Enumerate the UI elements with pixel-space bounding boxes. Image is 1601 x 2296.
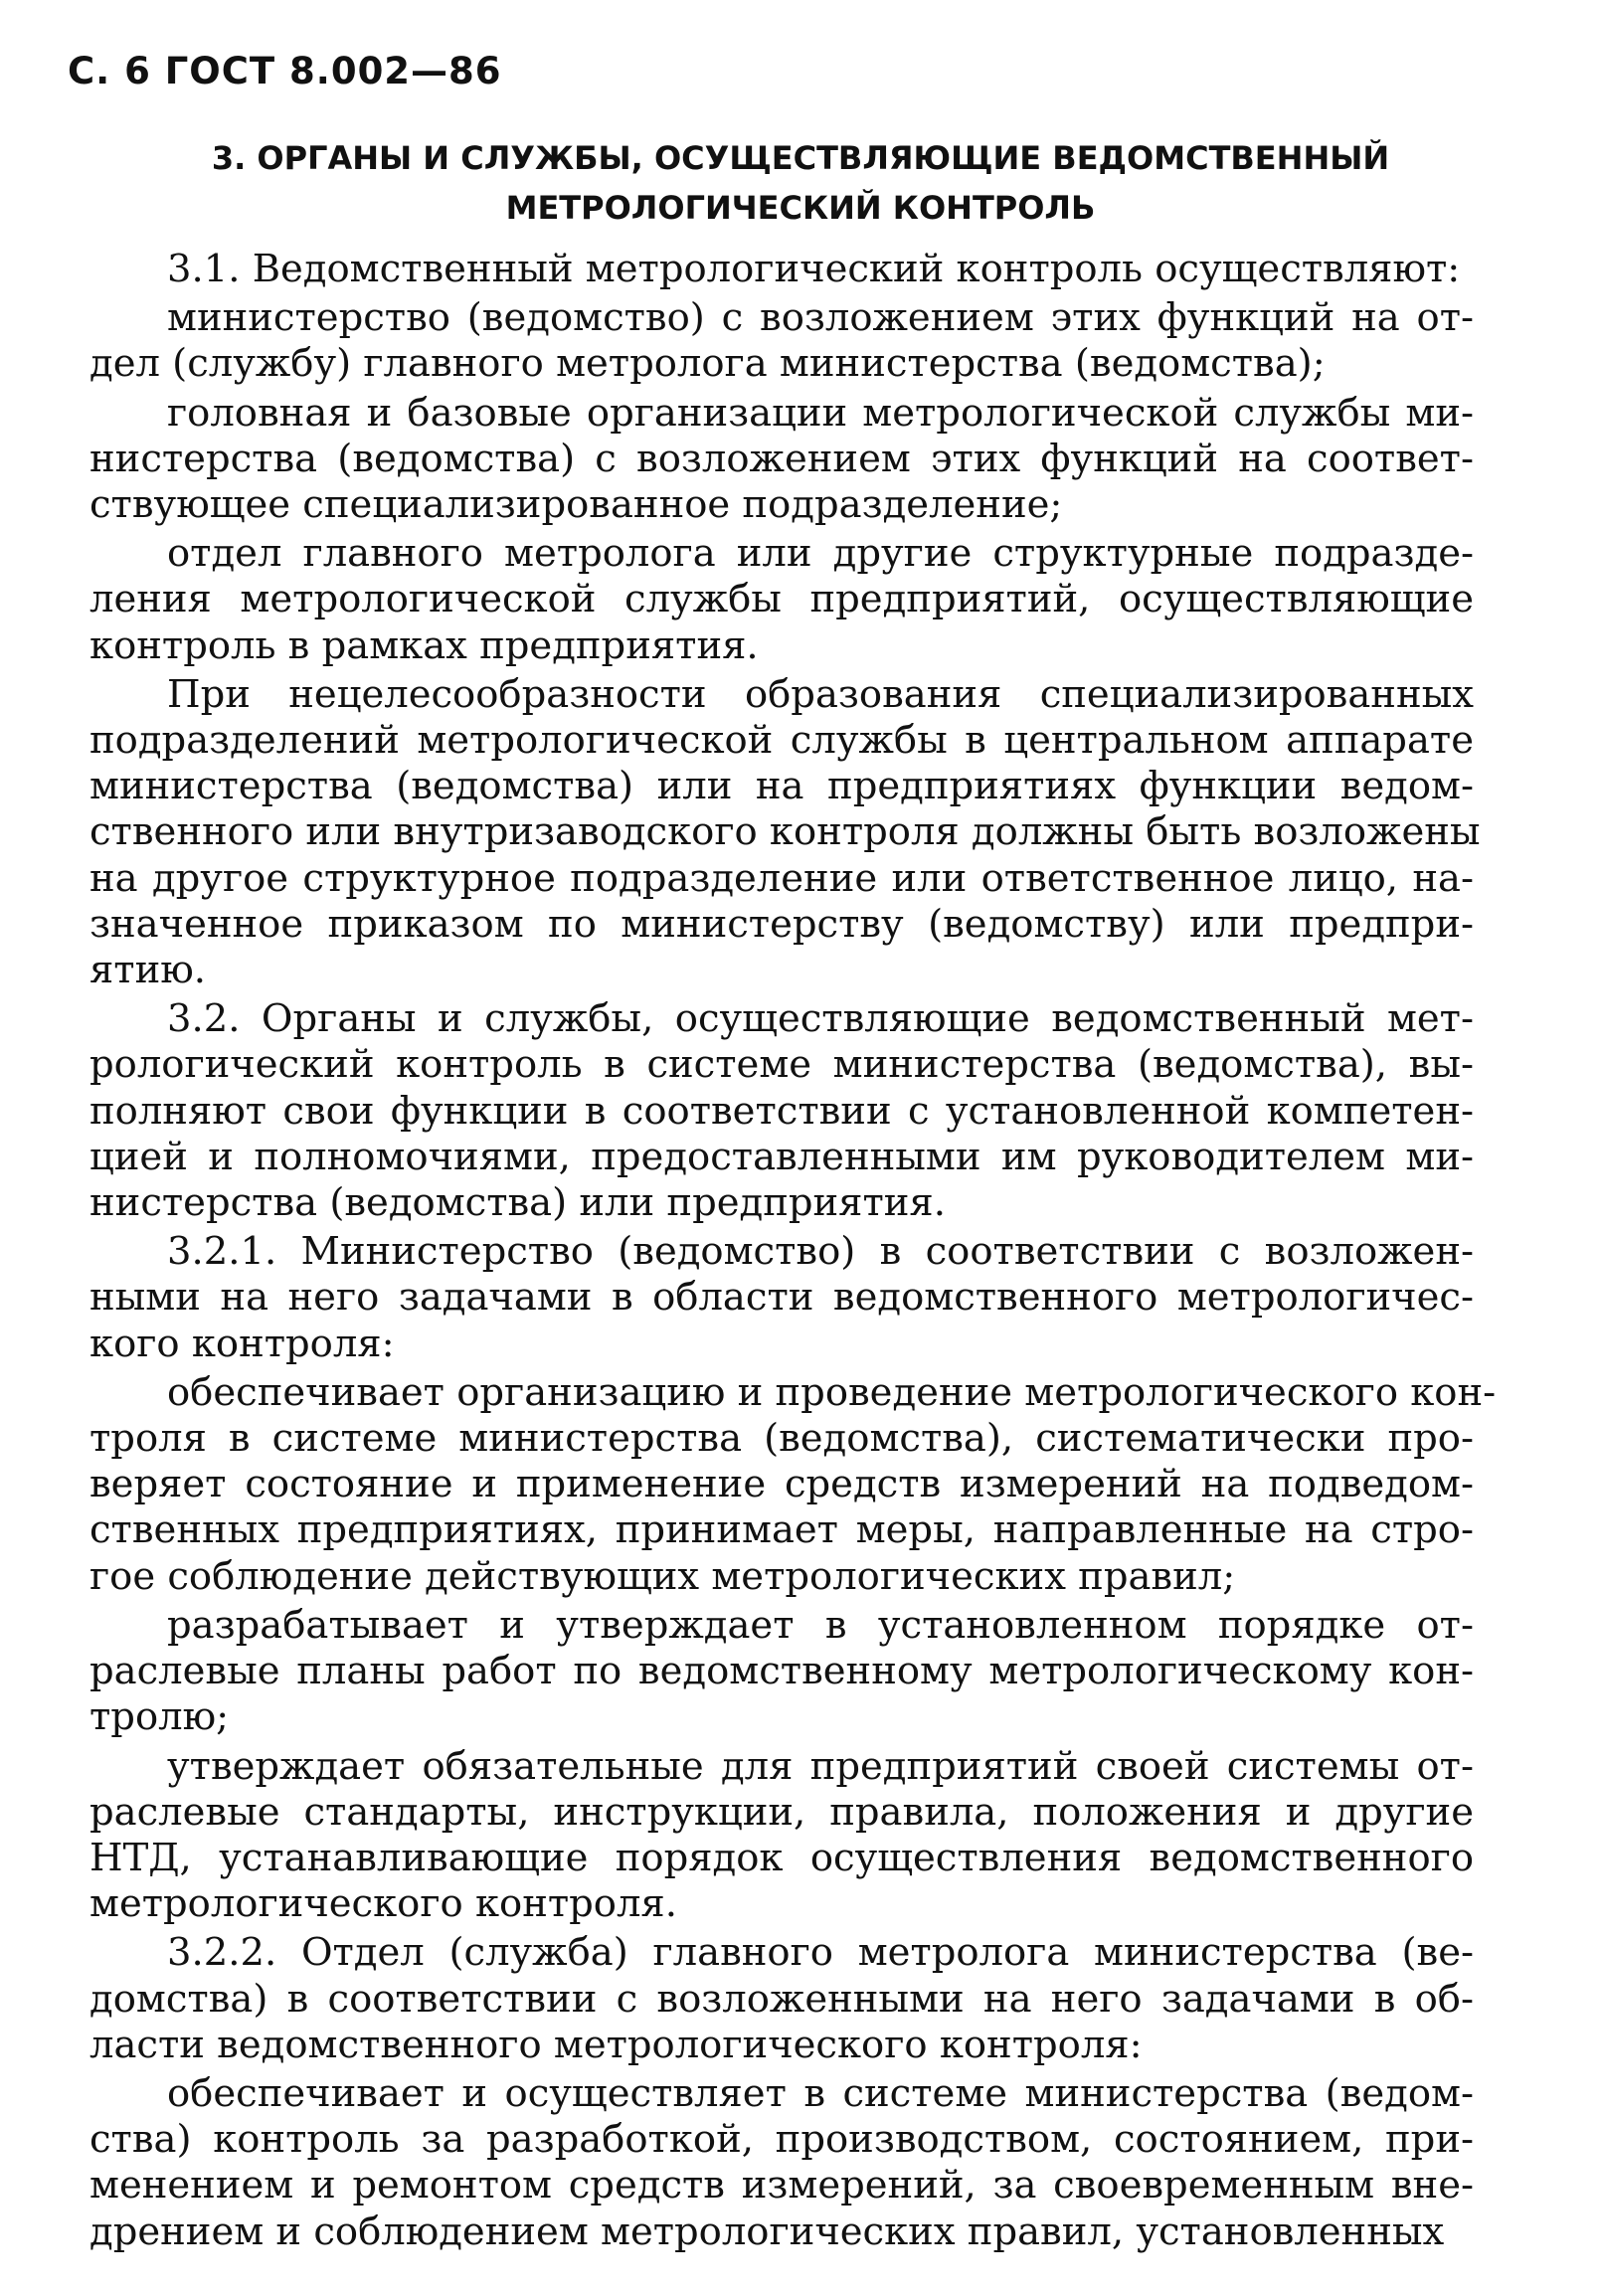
text-line: ятию. — [89, 948, 207, 993]
text-line: метрологического контроля. — [89, 1881, 677, 1927]
text-line: раслевые планы работ по ведомственному метрологическому кон- — [89, 1649, 1474, 1694]
text-line: дрением и соблюдением метрологических правил, установленных — [89, 2208, 1445, 2254]
section-title-line: 3. ОРГАНЫ И СЛУЖБЫ, ОСУЩЕСТВЛЯЮЩИЕ ВЕДОМСТВЕННЫЙ — [211, 139, 1390, 177]
paragraph — [89, 391, 1474, 529]
paragraph — [89, 671, 1481, 993]
section-title — [89, 133, 1512, 233]
body-text — [89, 247, 1497, 2258]
text-line: разрабатывает и утверждает в установленном порядке от- — [167, 1602, 1474, 1648]
section-title-line: МЕТРОЛОГИЧЕСКИЙ КОНТРОЛЬ — [505, 189, 1096, 227]
text-line: веряет состояние и применение средств измерений на подведом- — [89, 1462, 1474, 1507]
text-line: ления метрологической службы предприятий, осуществляющие — [89, 577, 1474, 622]
text-line: менением и ремонтом средств измерений, за своевременным вне- — [89, 2163, 1474, 2208]
text-line: ственного или внутризаводского контроля должны быть возложены — [89, 809, 1481, 855]
text-line: на другое структурное подразделение или ответственное лицо, на- — [89, 855, 1474, 901]
text-line: подразделений метрологической службы в центральном аппарате — [89, 718, 1474, 764]
paragraph — [89, 247, 1474, 292]
text-line: ными на него задачами в области ведомственного метрологичес- — [89, 1275, 1474, 1321]
text-line: дел (службу) главного метролога министерства (ведомства); — [89, 341, 1326, 387]
text-line: рологический контроль в системе министерства (ведомства), вы- — [89, 1042, 1474, 1088]
text-line: При нецелесообразности образования специализированных — [167, 671, 1474, 717]
text-line: значенное приказом по министерству (ведомству) или предпри- — [89, 901, 1474, 947]
text-line: утверждает обязательные для предприятий своей системы от- — [167, 1743, 1474, 1789]
paragraph — [89, 1229, 1474, 1367]
text-line: кого контроля: — [89, 1321, 395, 1366]
paragraph — [89, 295, 1474, 387]
text-line: министерство (ведомство) с возложением этих функций на от- — [167, 295, 1474, 341]
text-line: тролю; — [89, 1694, 230, 1740]
text-line: ласти ведомственного метрологического контроля: — [89, 2022, 1143, 2067]
text-line: нистерства (ведомства) или предприятия. — [89, 1180, 946, 1226]
text-line: гое соблюдение действующих метрологических правил; — [89, 1553, 1236, 1599]
text-line: домства) в соответствии с возложенными на него задачами в об- — [89, 1976, 1474, 2022]
text-line: ствующее специализированное подразделение; — [89, 482, 1063, 528]
text-line: 3.1. Ведомственный метрологический контроль осуществляют: — [167, 247, 1461, 291]
text-line: троля в системе министерства (ведомства), систематически про- — [89, 1416, 1474, 1462]
paragraph — [89, 1744, 1474, 1928]
text-line: контроль в рамках предприятия. — [89, 622, 759, 668]
paragraph — [89, 996, 1474, 1226]
text-line: ства) контроль за разработкой, производством, состоянием, при- — [89, 2117, 1474, 2163]
text-line: 3.2.1. Министерство (ведомство) в соответствии с возложен- — [167, 1229, 1474, 1275]
text-line: 3.2.2. Отдел (служба) главного метролога министерства (ве- — [167, 1930, 1474, 1976]
text-line: нистерства (ведомства) с возложением этих функций на соответ- — [89, 436, 1474, 481]
text-line: обеспечивает организацию и проведение метрологического кон- — [167, 1369, 1497, 1415]
text-line: раслевые стандарты, инструкции, правила, положения и другие — [89, 1789, 1474, 1835]
paragraph — [89, 1603, 1474, 1741]
text-line: головная и базовые организации метрологической службы ми- — [167, 390, 1474, 436]
text-line: полняют свои функции в соответствии с установленной компетен- — [89, 1088, 1474, 1134]
text-line: обеспечивает и осуществляет в системе министерства (ведом- — [167, 2070, 1474, 2116]
paragraph — [89, 1369, 1497, 1600]
text-line: 3.2. Органы и службы, осуществляющие ведомственный мет- — [167, 996, 1474, 1042]
text-line: НТД, устанавливающие порядок осуществления ведомственного — [89, 1835, 1474, 1880]
text-line: министерства (ведомства) или на предприятиях функции ведом- — [89, 764, 1474, 809]
paragraph — [89, 1930, 1474, 2068]
text-line: отдел главного метролога или другие структурные подразде- — [167, 531, 1474, 577]
text-line: ственных предприятиях, принимает меры, направленные на стро- — [89, 1507, 1474, 1553]
text-line: цией и полномочиями, предоставленными им руководителем ми- — [89, 1134, 1474, 1179]
paragraph — [89, 531, 1474, 669]
paragraph — [89, 2071, 1474, 2255]
running-head: С. 6 ГОСТ 8.002—86 — [68, 50, 502, 92]
